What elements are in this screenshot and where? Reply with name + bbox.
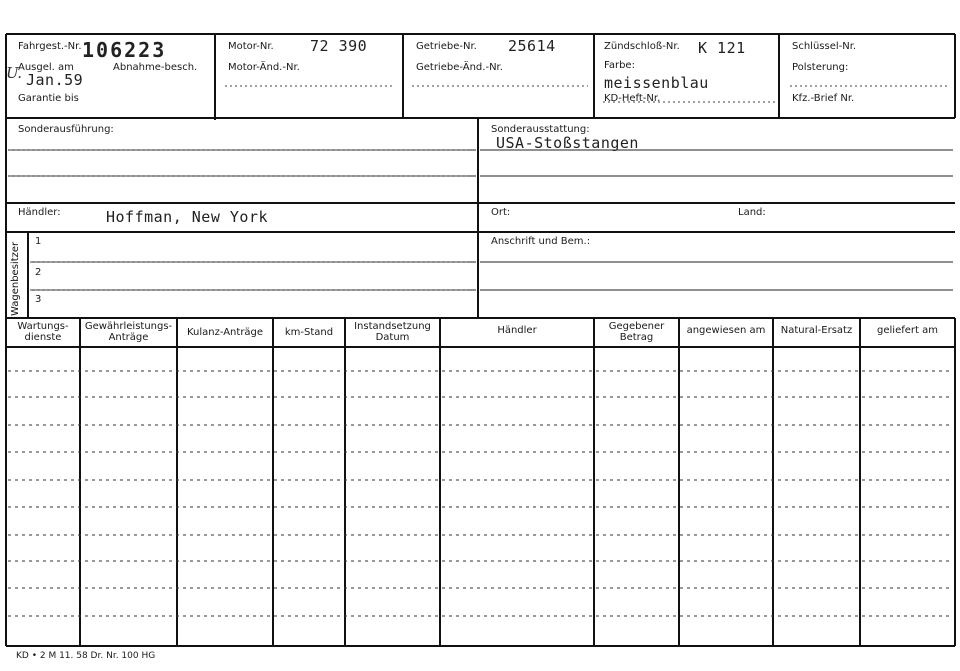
print-code-footer: KD • 2 M 11. 58 Dr. Nr. 100 HG [16,651,156,661]
issued-handwritten-mark: U. [6,64,23,82]
engine-change-number-label: Motor-Änd.-Nr. [228,62,300,73]
column-header-maintenance [6,322,80,343]
column-header-mileage [273,328,345,339]
gearbox-number-value: 25614 [508,37,556,55]
dealer-label: Händler: [18,207,61,218]
special-equipment-value: USA-Stoßstangen [496,134,639,152]
issued-date-value: Jan.59 [26,71,84,89]
owner-row-2-number: 2 [35,267,42,278]
chassis-number-value: 106223 [82,38,167,62]
column-header-replacement-in-kind [773,326,860,337]
ignition-lock-number-label: Zündschloß-Nr. [604,41,680,52]
address-remarks-label: Anschrift und Bem.: [491,236,591,247]
color-label: Farbe: [604,60,635,71]
special-version-label: Sonderausführung: [18,124,114,135]
warranty-until-label: Garantie bis [18,93,79,104]
column-header-warranty-claims [80,322,177,343]
column-header-delivered-on-text: geliefert am [877,325,938,336]
owner-row-1-number: 1 [35,236,42,247]
column-header-instructed-on [679,326,773,337]
country-label: Land: [738,207,766,218]
key-number-label: Schlüssel-Nr. [792,41,857,52]
gearbox-number-label: Getriebe-Nr. [416,41,477,52]
column-header-dealer-text: Händler [497,325,537,336]
column-header-amount-given-text: Gegebener Betrag [608,321,665,343]
engine-number-value: 72 390 [310,37,368,55]
column-header-repair-date [345,322,440,343]
issued-date-label: Ausgel. am [18,62,74,73]
column-header-repair-date-text: Instandsetzung Datum [354,321,431,343]
column-header-replacement-in-kind-text: Natural-Ersatz [780,325,853,336]
column-header-mileage-text: km-Stand [284,327,334,338]
location-label: Ort: [491,207,511,218]
chassis-number-label: Fahrgest.-Nr. [18,41,82,52]
upholstery-label: Polsterung: [792,62,849,73]
special-equipment-label: Sonderausstattung: [491,124,590,135]
column-header-delivered-on [860,326,955,337]
column-header-maintenance-text: Wartungs- dienste [17,321,69,343]
vehicle-owner-vertical-label: Wagenbesitzer [10,241,21,316]
dealer-value: Hoffman, New York [106,208,269,226]
column-header-amount-given [594,322,679,343]
color-value: meissenblau [604,74,709,92]
ignition-lock-number-value: K 121 [698,39,746,57]
column-header-instructed-on-text: angewiesen am [686,325,766,336]
column-header-warranty-claims-text: Gewährleistungs- Anträge [84,321,173,343]
column-header-goodwill-claims [177,328,273,339]
owner-row-3-number: 3 [35,294,42,305]
vehicle-title-number-label: Kfz.-Brief Nr. [792,93,855,104]
column-header-goodwill-claims-text: Kulanz-Anträge [186,327,264,338]
gearbox-change-number-label: Getriebe-Änd.-Nr. [416,62,503,73]
service-booklet-number-label: KD-Heft-Nr. [604,93,661,104]
column-header-dealer [440,326,594,337]
acceptance-label: Abnahme-besch. [113,62,198,73]
engine-number-label: Motor-Nr. [228,41,274,52]
